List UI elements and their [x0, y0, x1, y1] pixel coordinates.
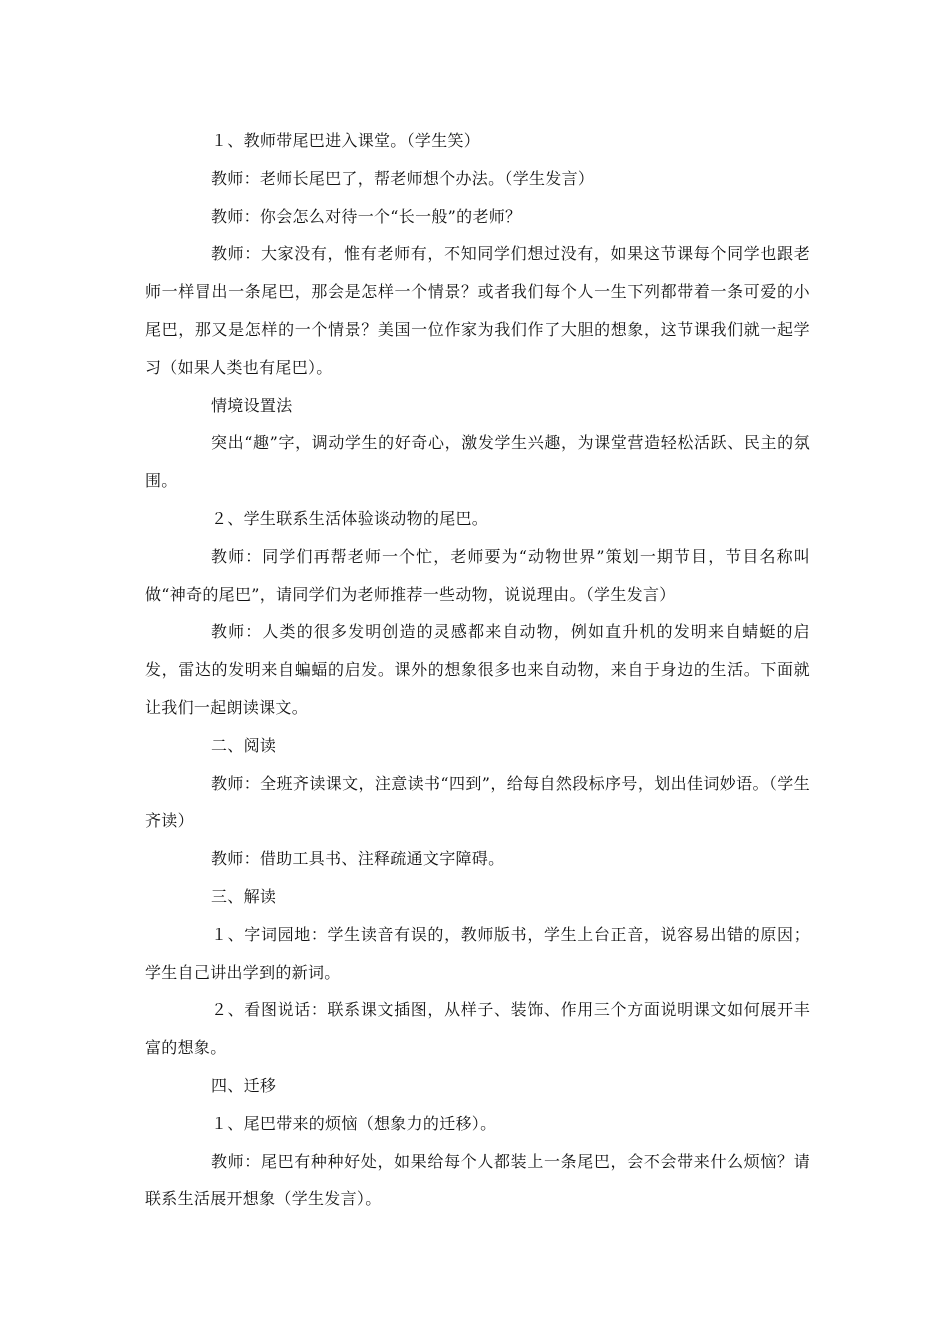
paragraph: ２、看图说话：联系课文插图，从样子、装饰、作用三个方面说明课文如何展开丰富的想象。 — [145, 1000, 810, 1058]
paragraph: 突出“趣”字，调动学生的好奇心，激发学生兴趣，为课堂营造轻松活跃、民主的氛围。 — [145, 433, 810, 491]
section-heading: 四、迁移 — [211, 1075, 277, 1095]
paragraph: 教师：尾巴有种种好处，如果给每个人都装上一条尾巴，会不会带来什么烦恼？请联系生活展开想象（学生发言）。 — [145, 1151, 810, 1209]
paragraph: １、字词园地：学生读音有误的，教师版书，学生上台正音，说容易出错的原因；学生自己讲出学到的新词。 — [145, 924, 810, 982]
paragraph: １、教师带尾巴进入课堂。（学生笑） — [211, 131, 481, 150]
paragraph: 教师：借助工具书、注释疏通文字障碍。 — [211, 849, 505, 869]
paragraph: 教师：同学们再帮老师一个忙，老师要为“动物世界”策划一期节目，节目名称叫做“神奇的尾巴”，请同学们为老师推荐一些动物，说说理由。（学生发言） — [145, 546, 810, 604]
section-heading: 三、解读 — [211, 886, 277, 906]
paragraph: ２、学生联系生活体验谈动物的尾巴。 — [211, 508, 489, 528]
paragraph: 教师：老师长尾巴了，帮老师想个办法。（学生发言） — [211, 168, 595, 188]
paragraph: 教师：大家没有，惟有老师有，不知同学们想过没有，如果这节课每个同学也跟老师一样冒出一条尾巴，那会是怎样一个情景？或者我们每个人一生下列都带着一条可爱的小尾巴，那又是怎样的一个情景？美国一位作家为我们作了大胆的想象，这节课我们就一起学习（如果人类也有尾巴）。 — [145, 244, 810, 377]
paragraph: 教师：全班齐读课文，注意读书“四到”，给每自然段标序号，划出佳词妙语。（学生齐读） — [145, 773, 810, 831]
paragraph: 教师：你会怎么对待一个“长一般”的老师？ — [211, 206, 522, 226]
paragraph: 教师：人类的很多发明创造的灵感都来自动物，例如直升机的发明来自蜻蜓的启发，雷达的发明来自蝙蝠的启发。课外的想象很多也来自动物，来自于身边的生活。下面就让我们一起朗读课文。 — [145, 622, 810, 717]
paragraph: １、尾巴带来的烦恼（想象力的迁移）。 — [211, 1113, 497, 1133]
section-heading: 二、阅读 — [211, 735, 277, 755]
document-body — [145, 122, 810, 1218]
paragraph: 情境设置法 — [211, 395, 293, 415]
